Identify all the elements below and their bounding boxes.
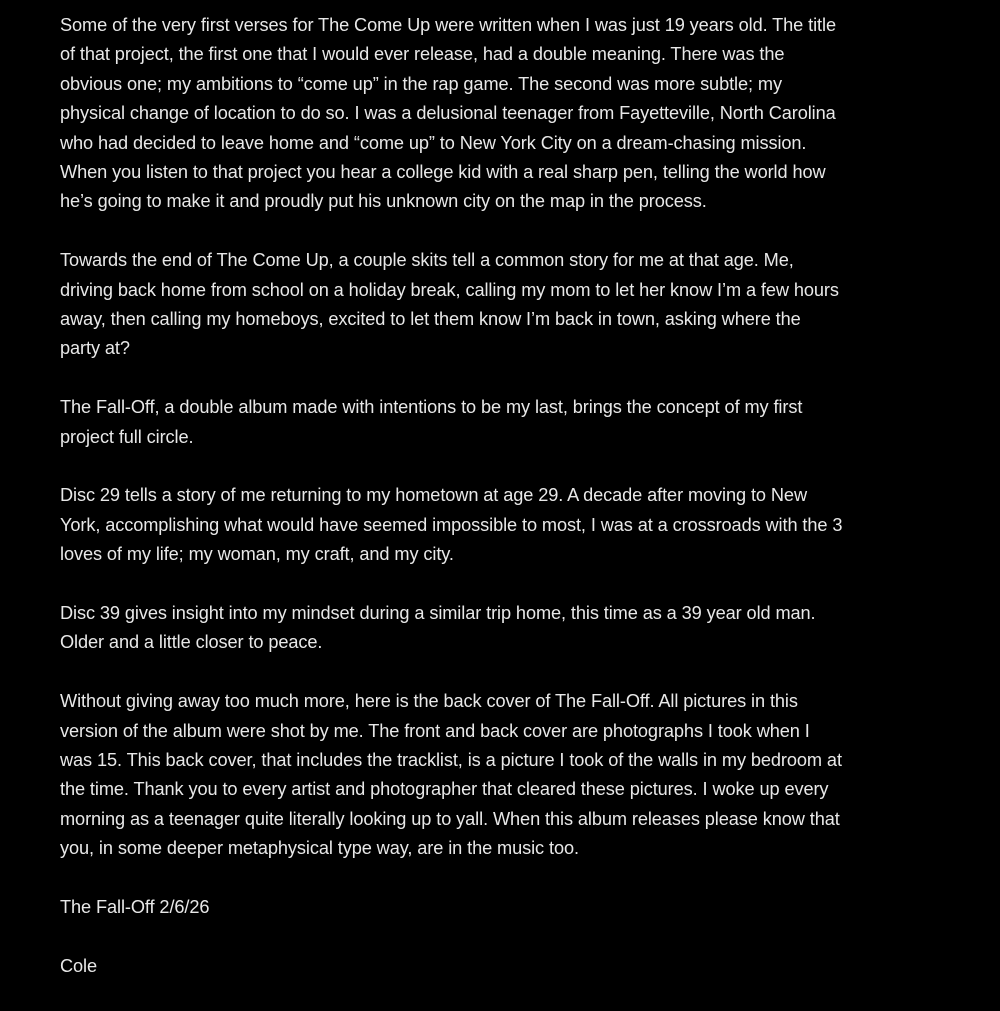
- text-line: Towards the end of The Come Up, a couple skits tell a common story for me at that age. Me,: [60, 250, 794, 271]
- text-line: who had decided to leave home and “come up” to New York City on a dream-chasing mission.: [60, 132, 807, 153]
- signature: [60, 952, 940, 981]
- text-line: physical change of location to do so. I was a delusional teenager from Fayetteville, North Carolina: [60, 103, 836, 124]
- text-line: of that project, the first one that I would ever release, had a double meaning. There was the: [60, 44, 785, 65]
- text-line: obvious one; my ambitions to “come up” in the rap game. The second was more subtle; my: [60, 73, 782, 94]
- text-line: Cole: [60, 955, 98, 976]
- text-line: Some of the very first verses for The Come Up were written when I was just 19 years old. The title: [60, 15, 836, 35]
- text-line: driving back home from school on a holiday break, calling my mom to let her know I’m a few hours: [60, 279, 839, 300]
- release-date-line: [60, 893, 940, 922]
- text-line: The Fall-Off 2/6/26: [60, 897, 210, 918]
- text-line: Older and a little closer to peace.: [60, 632, 323, 653]
- text-line: version of the album were shot by me. The front and back cover are photographs I took when I: [60, 720, 810, 741]
- paragraph-skits: [60, 246, 940, 364]
- text-line: party at?: [60, 338, 130, 359]
- text-line: York, accomplishing what would have seemed impossible to most, I was at a crossroads with the 3: [60, 514, 843, 535]
- paragraph-disc-29: [60, 481, 940, 569]
- text-line: away, then calling my homeboys, excited to let them know I’m back in town, asking where the: [60, 309, 801, 330]
- text-line: loves of my life; my woman, my craft, and my city.: [60, 544, 454, 565]
- text-line: project full circle.: [60, 426, 194, 447]
- text-line: The Fall-Off, a double album made with intentions to be my last, brings the concept of my first: [60, 397, 803, 418]
- note-body: [60, 11, 940, 1011]
- text-line: the time. Thank you to every artist and photographer that cleared these pictures. I woke up every: [60, 779, 829, 800]
- text-line: Disc 39 gives insight into my mindset during a similar trip home, this time as a 39 year old man.: [60, 603, 816, 624]
- text-line: you, in some deeper metaphysical type way, are in the music too.: [60, 838, 579, 859]
- paragraph-disc-39: [60, 599, 940, 658]
- text-line: he’s going to make it and proudly put his unknown city on the map in the process.: [60, 191, 707, 212]
- paragraph-come-up-origin: [60, 11, 940, 217]
- paragraph-back-cover: [60, 687, 940, 863]
- text-line: Disc 29 tells a story of me returning to my hometown at age 29. A decade after moving to New: [60, 485, 807, 506]
- text-line: When you listen to that project you hear a college kid with a real sharp pen, telling the world how: [60, 162, 826, 183]
- text-line: Without giving away too much more, here is the back cover of The Fall-Off. All pictures in this: [60, 691, 798, 712]
- text-line: was 15. This back cover, that includes the tracklist, is a picture I took of the walls in my bedroom at: [60, 750, 842, 771]
- text-line: morning as a teenager quite literally looking up to yall. When this album releases please know that: [60, 808, 840, 829]
- paragraph-fall-off-concept: [60, 393, 940, 452]
